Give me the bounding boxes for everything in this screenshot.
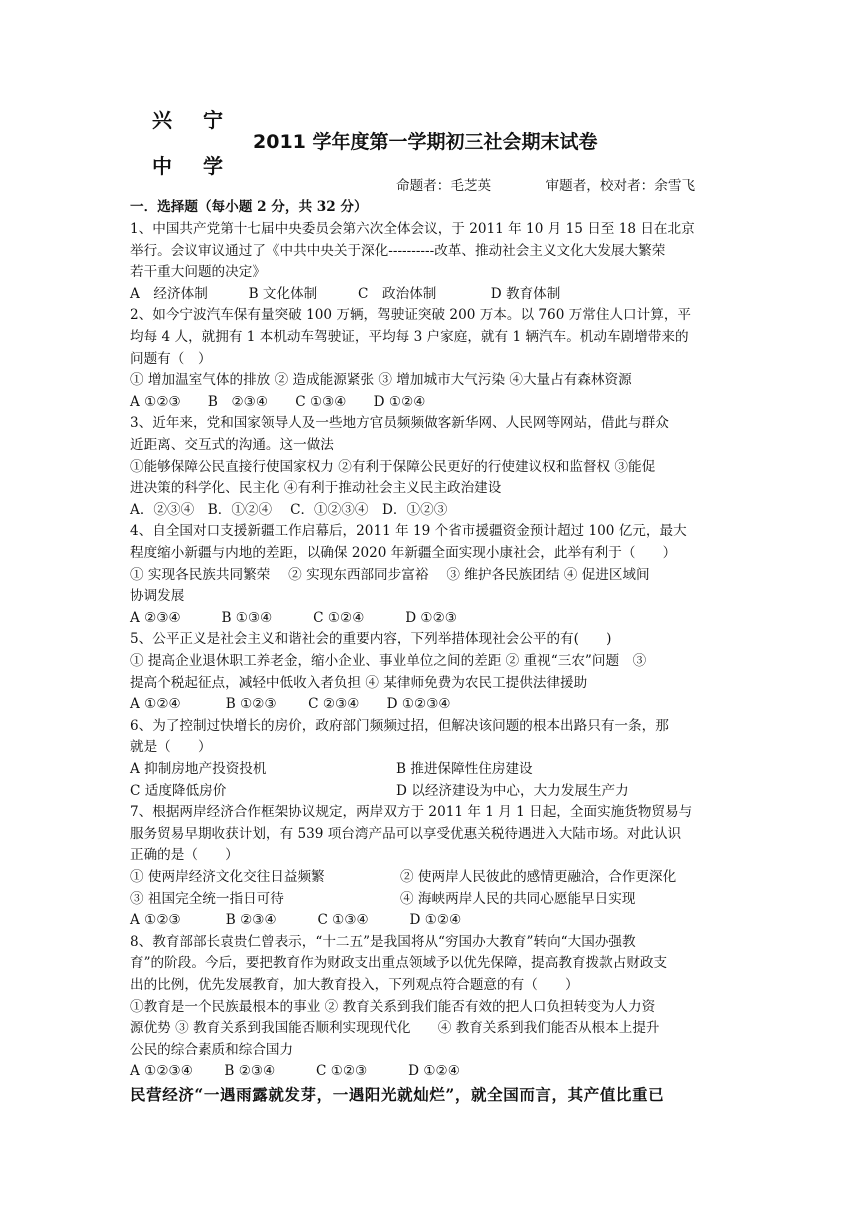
exam-title: 2011 学年度第一学期初三社会期末试卷 xyxy=(253,131,598,153)
text-line: 近距离、交互式的沟通。这一做法 xyxy=(130,437,334,453)
text-line: 育”的阶段。今后，要把教育作为财政支出重点领域予以优先保障，提高教育拨款占财政支 xyxy=(130,955,668,972)
text-line: 2、如今宁波汽车保有量突破 100 万辆，驾驶证突破 200 万本。以 760 万常住人口计算，平 xyxy=(130,307,692,324)
text-line: ①能够保障公民直接行使国家权力 ②有利于保障公民更好的行使建议权和监督权 ③能促 xyxy=(130,458,656,475)
text-line: A ②③④ B ①③④ C ①②④ D ①②③ xyxy=(130,609,457,626)
option-text: A 抑制房地产投资投机 xyxy=(130,761,267,777)
text-line: 若干重大问题的决定》 xyxy=(130,264,266,281)
text-line: 6、为了控制过快增长的房价，政府部门频频过招，但解决该问题的根本出路只有一条，那 xyxy=(130,717,669,734)
text-line: 就是（ ） xyxy=(130,739,212,756)
text-line: 出的比例，优先发展教育，加大教育投入，下列观点符合题意的有（ ） xyxy=(130,977,579,993)
text-line: ① 提高企业退休职工养老金，缩小企业、事业单位之间的差距 ② 重视“三农”问题 ③ xyxy=(130,653,647,669)
text-line: 4、自全国对口支援新疆工作启幕后，2011 年 19 个省市援疆资金预计超过 100 亿元，最大 xyxy=(130,523,687,540)
text-line: 协调发展 xyxy=(130,588,185,605)
text-line: 提高个税起征点，减轻中低收入者负担 ④ 某律师免费为农民工提供法律援助 xyxy=(130,674,588,691)
text-line: 公民的综合素质和综合国力 xyxy=(130,1041,294,1058)
text-line: ①教育是一个民族最根本的事业 ② 教育关系到我们能否有效的把人口负担转变为人力资 xyxy=(130,998,656,1015)
text-line: 程度缩小新疆与内地的差距，以确保 2020 年新疆全面实现小康社会，此举有利于（ ） xyxy=(130,545,677,561)
option-text: B 推进保障性住房建设 xyxy=(396,761,533,777)
text-line: 源优势 ③ 教育关系到我国能否顺利实现现代化 ④ 教育关系到我们能否从根本上提升 xyxy=(130,1020,660,1037)
option-text: C 适度降低房价 xyxy=(130,782,227,799)
text-line: A ①②④ B ①②③ C ②③④ D ①②③④ xyxy=(130,696,451,713)
text-line: ① 增加温室气体的排放 ② 造成能源紧张 ③ 增加城市大气污染 ④大量占有森林资源 xyxy=(130,372,632,389)
text-line: 进决策的科学化、民主化 ④有利于推动社会主义民主政治建设 xyxy=(130,480,502,497)
text-line: 举行。会议审议通过了《中共中央关于深化----------改革、推动社会主义文化大发展大繁荣 xyxy=(130,242,666,259)
text-line: 8、教育部部长袁贵仁曾表示，“十二五”是我国将从“穷国办大教育”转向“大国办强教 xyxy=(130,933,636,950)
school-name-line2: 中 学 xyxy=(152,154,235,178)
text-line: 7、根据两岸经济合作框架协议规定，两岸双方于 2011 年 1 月 1 日起，全面实施货物贸易与 xyxy=(130,804,693,821)
text-line: 均每 4 人，就拥有 1 本机动车驾驶证，平均每 3 户家庭，就有 1 辆汽车。机动车剧增带来的 xyxy=(130,329,689,345)
section-heading: 一．选择题（每小题 2 分，共 32 分） xyxy=(130,199,368,215)
authors-line: 命题者：毛芝英 审题者，校对者：余雪飞 xyxy=(396,178,696,194)
text-line: 1、中国共产党第十七届中央委员会第六次全体会议，于 2011 年 10 月 15 日至 18 日在北京 xyxy=(130,221,695,237)
text-line: A ①②③ B ②③④ C ①③④ D ①②④ xyxy=(130,912,462,929)
text-line: 正确的是（ ） xyxy=(130,847,239,864)
option-text: D 以经济建设为中心，大力发展生产力 xyxy=(396,782,629,799)
text-line: A 经济体制 B 文化体制 C 政治体制 D 教育体制 xyxy=(130,285,561,302)
material-intro-line: 民营经济“一遇雨露就发芽，一遇阳光就灿烂”，就全国而言，其产值比重已 xyxy=(130,1085,665,1104)
option-text: ① 使两岸经济文化交往日益频繁 xyxy=(130,869,325,885)
text-line: 问题有（ ） xyxy=(130,350,212,367)
text-line: 服务贸易早期收获计划，有 539 项台湾产品可以享受优惠关税待遇进入大陆市场。对此认识 xyxy=(130,825,682,842)
text-line: A ①②③④ B ②③④ C ①②③ D ①②④ xyxy=(130,1063,460,1080)
option-text: ④ 海峡两岸人民的共同心愿能早日实现 xyxy=(400,890,636,907)
text-line: A．②③④ B．①②④ C．①②③④ D．①②③ xyxy=(130,501,448,518)
text-line: 3、近年来，党和国家领导人及一些地方官员频频做客新华网、人民网等网站，借此与群众 xyxy=(130,415,669,432)
school-name-line1: 兴 宁 xyxy=(152,108,235,132)
option-text: ② 使两岸人民彼此的感情更融洽，合作更深化 xyxy=(400,869,677,885)
text-line: 5、公平正义是社会主义和谐社会的重要内容，下列举措体现社会公平的有( ) xyxy=(130,631,612,648)
option-text: ③ 祖国完全统一指日可待 xyxy=(130,890,284,907)
text-line: A ①②③ B ②③④ C ①③④ D ①②④ xyxy=(130,393,426,410)
text-line: ① 实现各民族共同繁荣 ② 实现东西部同步富裕 ③ 维护各民族团结 ④ 促进区域间 xyxy=(130,566,650,583)
